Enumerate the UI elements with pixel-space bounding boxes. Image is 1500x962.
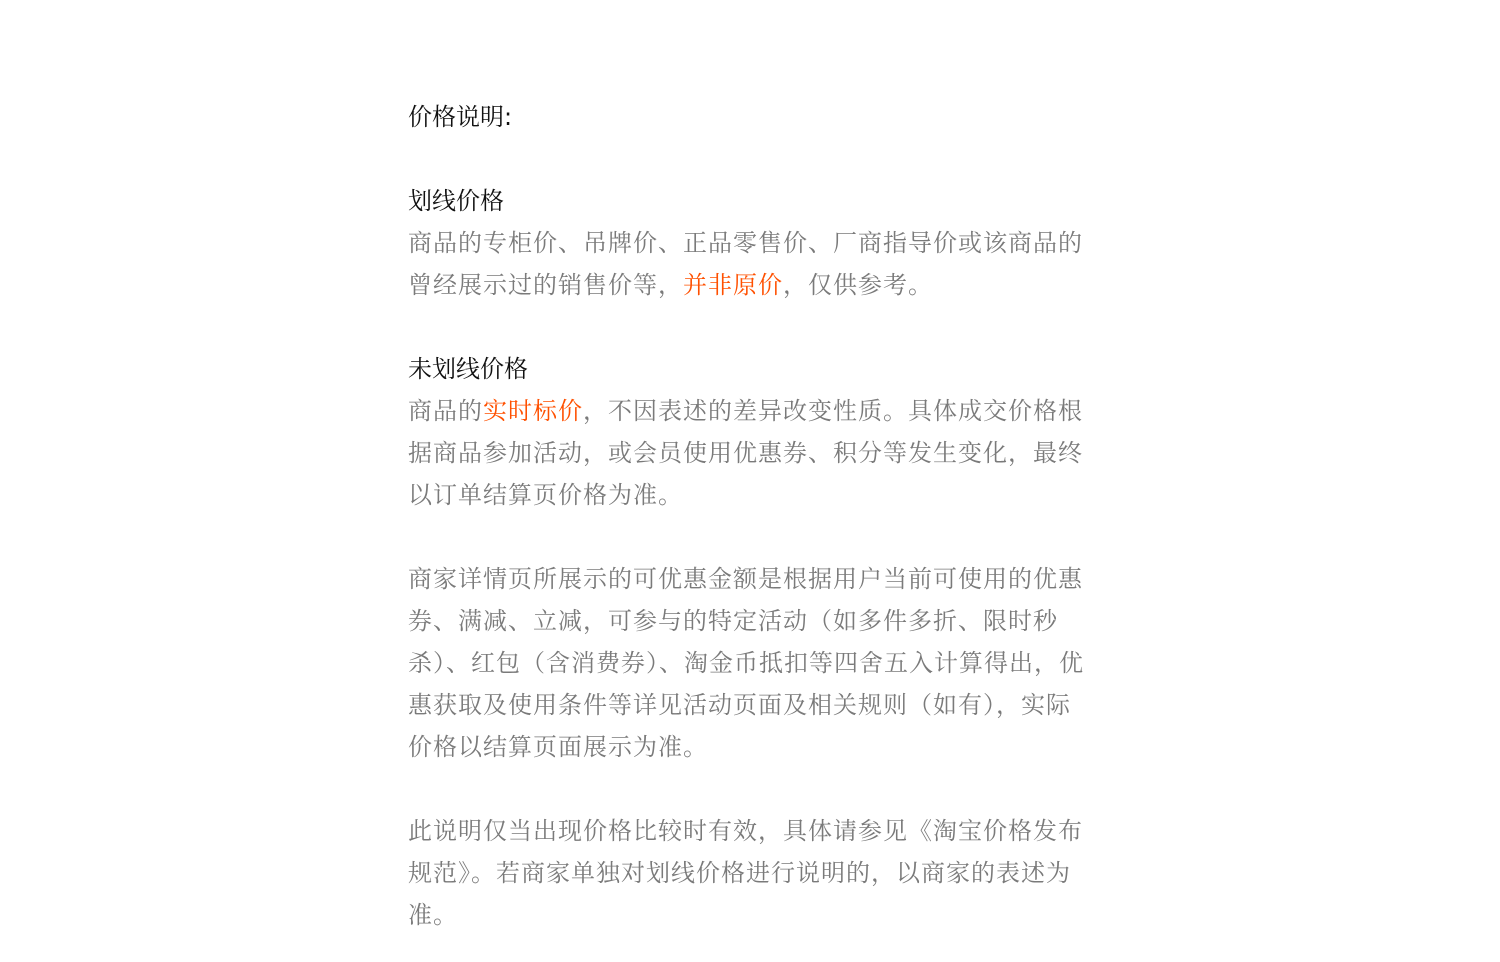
body-text: 商品的 [408,397,483,425]
section-heading-regular-price: 未划线价格 [408,355,528,383]
body-text: ，不因表述的差异改变性质。具体成交价格根据商品参加活动，或会员使用优惠券、积分等发生变化，最终以订单结算页价格为准。 [408,397,1083,509]
validity-note-paragraph: 此说明仅当出现价格比较时有效，具体请参见《淘宝价格发布规范》。若商家单独对划线价格进行说明的，以商家的表述为准。 [408,817,1083,929]
price-explanation-panel [408,96,1088,936]
section-heading-strikethrough-price: 划线价格 [408,187,504,215]
highlight-text: 实时标价 [483,397,583,425]
body-text: ，仅供参考。 [783,271,933,299]
spacer [408,306,1088,348]
page-title: 价格说明: [408,103,513,131]
spacer [408,516,1088,558]
discount-explanation-paragraph: 商家详情页所展示的可优惠金额是根据用户当前可使用的优惠券、满减、立减，可参与的特定活动（如多件多折、限时秒杀）、红包（含消费券）、淘金币抵扣等四舍五入计算得出，优惠获取及使用条件等详见活动页面及相关规则（如有），实际价格以结算页面展示为准。 [408,565,1084,761]
section-body-regular-price [408,390,1088,516]
spacer [408,138,1088,180]
section-body-strikethrough-price [408,222,1088,306]
highlight-text: 并非原价 [683,271,783,299]
body-text: 商品的专柜价、吊牌价、正品零售价、厂商指导价或该商品的曾经展示过的销售价等， [408,229,1083,299]
spacer [408,768,1088,810]
